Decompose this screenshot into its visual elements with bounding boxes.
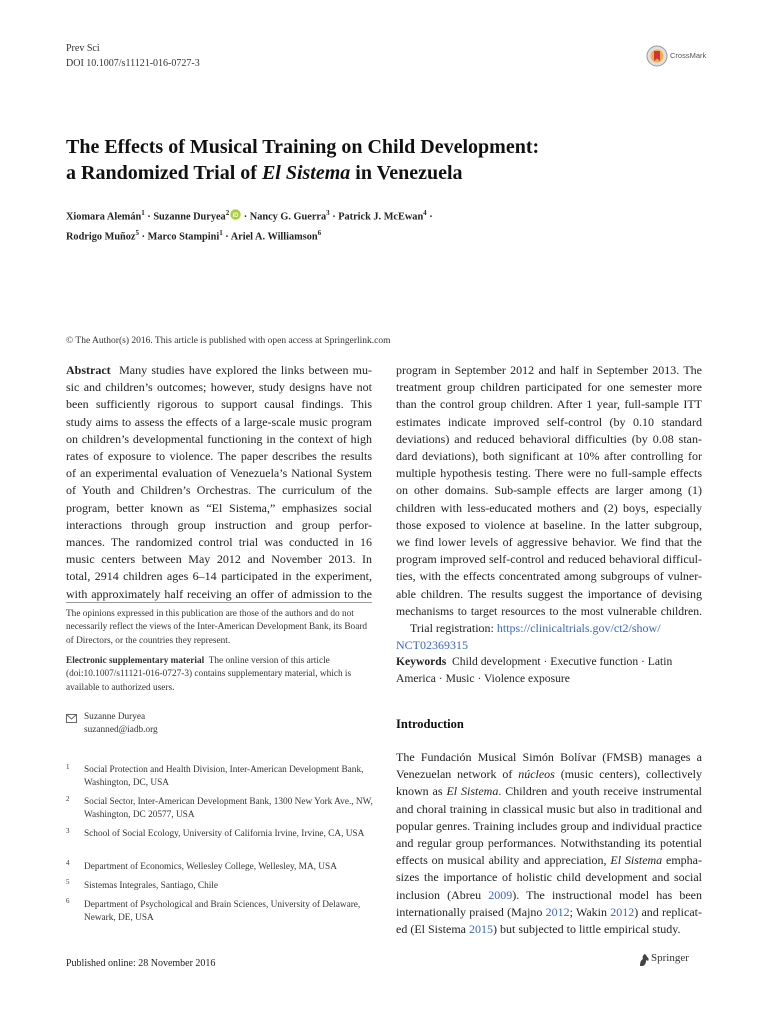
text-run: effects on musical ability and appreciation, bbox=[396, 853, 611, 868]
keywords-label: Keywords bbox=[396, 655, 447, 668]
author-name[interactable]: Marco Stampini bbox=[147, 231, 220, 243]
contact-name: Suzanne Duryea bbox=[84, 712, 146, 722]
introduction-line bbox=[396, 766, 702, 783]
introduction-line bbox=[396, 749, 702, 766]
introduction-line bbox=[396, 869, 702, 886]
abstract-line: sic and children’s outcomes; however, study designs have not bbox=[66, 380, 372, 395]
envelope-icon bbox=[66, 714, 77, 723]
abstract-right bbox=[396, 362, 702, 654]
author-name[interactable]: Patrick J. McEwan bbox=[338, 211, 424, 223]
affiliation-number: 6 bbox=[66, 897, 70, 905]
text-run: The Fundación Musical Simón Bolívar (FMSB) manages a bbox=[396, 750, 702, 764]
crossmark-icon bbox=[646, 45, 668, 67]
author-line-2: Rodrigo Muñoz$^5$ · Marco Stampini$^1$ · Ariel A. Williamson$^6$ bbox=[66, 229, 322, 243]
text-run: empha- bbox=[662, 853, 702, 868]
article-title bbox=[66, 134, 706, 186]
text-run: known as bbox=[396, 784, 447, 799]
italic-run: núcleos bbox=[518, 767, 555, 782]
affiliation: Department of Economics, Wellesley College, Wellesley, MA, USA bbox=[84, 862, 337, 872]
section-heading-introduction: Introduction bbox=[396, 717, 464, 731]
affiliation-number: 1 bbox=[66, 763, 70, 771]
contact-email[interactable]: suzanned@iadb.org bbox=[84, 725, 158, 735]
published-date: Published online: 28 November 2016 bbox=[66, 958, 216, 969]
introduction-line bbox=[396, 921, 702, 938]
text-run: . Children and youth receive instrumental bbox=[498, 784, 702, 799]
affiliation: Social Sector, Inter-American Development Bank, 1300 New York Ave., NW, Washington, DC 20577, USA bbox=[84, 797, 373, 821]
text-run: and choral training in classical music but also in traditional and bbox=[396, 801, 702, 816]
text-run: ) and replicat- bbox=[634, 904, 702, 919]
abstract-left bbox=[66, 362, 372, 603]
introduction-line bbox=[396, 887, 702, 904]
text-run: ). The instructional model has been bbox=[512, 887, 703, 902]
abstract-line: than the control group children. After 1 year, full-sample ITT bbox=[396, 397, 702, 412]
doi[interactable]: DOI 10.1007/s11121-016-0727-3 bbox=[66, 58, 200, 69]
abstract-line: able children. The results suggest the importance of devising bbox=[396, 586, 702, 601]
abstract-line: been sufficiently rigorous to support causal findings. This bbox=[66, 397, 372, 412]
text-run: ; Wakin bbox=[569, 904, 611, 919]
trial-registration-link-cont[interactable]: NCT02369315 bbox=[396, 638, 468, 653]
crossmark-label: CrossMark bbox=[670, 51, 707, 60]
author-name[interactable]: Xiomara Alemán bbox=[66, 211, 142, 223]
title-line-2: a Randomized Trial of El Sistema in Venezuela bbox=[66, 162, 463, 184]
abstract-line: of an experimental evaluation of Venezuela’s National System bbox=[66, 466, 372, 481]
citation-link[interactable]: 2009 bbox=[488, 887, 513, 902]
abstract-line: multiple hypothesis testing. There were no full-sample effects bbox=[396, 466, 702, 481]
text-run: (music centers), collectively bbox=[554, 767, 703, 782]
title-line-1: The Effects of Musical Training on Child Development: bbox=[66, 136, 540, 158]
abstract-line: we find lower levels of aggressive behavior. We find that the bbox=[396, 535, 702, 550]
author-line-1: Xiomara Alemán$^1$ · Suzanne Duryea$^2$ iD · Nancy G. Guerra$^3$ · Patrick J. McEwan$^4$ · bbox=[66, 209, 433, 223]
text-run: ed (El Sistema bbox=[396, 922, 469, 937]
author-list bbox=[66, 205, 666, 246]
abstract-line: mechanisms to target resources to the most vulnerable children. bbox=[396, 604, 702, 618]
abstract-line: total, 2914 children ages 6–14 participated in the experiment, bbox=[66, 569, 372, 584]
copyright-notice: © The Author(s) 2016. This article is published with open access at Springerlink.com bbox=[66, 336, 391, 346]
text-run: internationally praised (Majno bbox=[396, 904, 546, 919]
affiliation: Sistemas Integrales, Santiago, Chile bbox=[84, 881, 219, 891]
abstract-line: music centers between May 2012 and November 2013. In bbox=[66, 552, 372, 567]
introduction-line bbox=[396, 783, 702, 800]
springer-logo bbox=[638, 952, 708, 968]
crossmark-badge[interactable] bbox=[646, 44, 706, 68]
abstract-line: with approximately half receiving an offer of admission to the bbox=[66, 586, 372, 601]
footnote-divider bbox=[66, 602, 372, 603]
citation-link[interactable]: 2012 bbox=[610, 904, 635, 919]
abstract-line: children with less-educated mothers and (2) boys, especially bbox=[396, 500, 702, 515]
orcid-icon[interactable] bbox=[230, 209, 241, 220]
affiliation-number: 3 bbox=[66, 827, 70, 835]
abstract-line: on other domains. Sub-sample effects are larger among (1) bbox=[396, 483, 702, 498]
abstract-line: program improved self-control and reduced behavioral difficul- bbox=[396, 552, 702, 567]
introduction-line bbox=[396, 904, 702, 921]
introduction-text bbox=[396, 749, 702, 938]
affiliation-number: 4 bbox=[66, 859, 70, 867]
text-run: and regular group performances. Notwithstanding its potential bbox=[396, 836, 702, 851]
text-run: popular genres. Training includes group and individual practice bbox=[396, 818, 702, 833]
abstract-line: ties, with the effects concentrated among subgroups of vulner- bbox=[396, 569, 702, 584]
introduction-line bbox=[396, 801, 702, 818]
text-run: sizes the importance of holistic child development and social bbox=[396, 870, 702, 885]
abstract-line: of Youth and Children’s Orchestras. The curriculum of the bbox=[66, 483, 372, 498]
affiliation: Department of Psychological and Brain Sciences, University of Delaware, Newark, DE, USA bbox=[84, 900, 361, 924]
abstract-line: rates of exposure to violence. The paper describes the results bbox=[66, 449, 372, 464]
text-run: ) but subjected to little empirical study. bbox=[492, 922, 681, 937]
author-name[interactable]: Suzanne Duryea bbox=[153, 211, 226, 223]
abstract-line: treatment group children participated for one semester more bbox=[396, 380, 702, 395]
journal-name: Prev Sci bbox=[66, 43, 100, 54]
abstract-line: those exposed to violence at baseline. In the latter subgroup, bbox=[396, 517, 702, 532]
citation-link[interactable]: 2012 bbox=[545, 904, 570, 919]
text-run: inclusion (Abreu bbox=[396, 887, 489, 902]
affiliation-number: 2 bbox=[66, 795, 70, 803]
citation-link[interactable]: 2015 bbox=[468, 922, 493, 937]
abstract-line: interactions through group instruction and group perfor- bbox=[66, 517, 372, 532]
italic-run: El Sistema bbox=[446, 784, 499, 799]
introduction-line bbox=[396, 818, 702, 835]
abstract-line: program, better known as “El Sistema,” emphasizes social bbox=[66, 500, 372, 515]
abstract-line: estimates indicate improved self-control (by 0.10 standard bbox=[396, 414, 702, 429]
abstract-line: mances. The randomized control trial was conducted in 16 bbox=[66, 535, 372, 550]
springer-horse-icon bbox=[638, 953, 650, 967]
abstract-line: Abstract Many studies have explored the links between mu- bbox=[66, 363, 373, 377]
abstract-label: Abstract bbox=[66, 363, 111, 377]
disclaimer-note: The opinions expressed in this publication are those of the authors and do not necessarily reflect the views of the Inter-American Development Bank, its Board of Directors, or the countries they represent. bbox=[66, 609, 368, 646]
keywords: Keywords Child development · Executive function · Latin America · Music · Violence exposure bbox=[396, 655, 673, 686]
author-name[interactable]: Nancy G. Guerra bbox=[249, 211, 327, 223]
author-name[interactable]: Rodrigo Muñoz bbox=[66, 231, 136, 243]
trial-registration: Trial registration: https://clinicaltrials.gov/ct2/show/ bbox=[410, 621, 661, 636]
affiliation-number: 5 bbox=[66, 878, 70, 886]
publisher-name: Springer bbox=[651, 952, 689, 964]
author-name[interactable]: Ariel A. Williamson bbox=[230, 231, 318, 243]
introduction-line bbox=[396, 835, 702, 852]
abstract-line: on children’s developmental functioning in the context of high bbox=[66, 431, 372, 446]
abstract-line: study aims to assess the effects of a large-scale music program bbox=[66, 414, 372, 429]
abstract-line: deviations) and reduced behavioral difficulties (by 0.08 stan- bbox=[396, 431, 702, 446]
introduction-line bbox=[396, 852, 702, 869]
text-run: Venezuelan network of bbox=[396, 767, 519, 782]
abstract-line: dard deviations), both significant at 10% after controlling for bbox=[396, 449, 702, 464]
svg-text:iD: iD bbox=[232, 213, 239, 220]
trial-registration-link[interactable]: https://clinicaltrials.gov/ct2/show/ bbox=[496, 621, 661, 636]
italic-run: El Sistema bbox=[610, 853, 663, 868]
abstract-line: program in September 2012 and half in September 2013. The bbox=[396, 363, 702, 377]
esm-label: Electronic supplementary material bbox=[66, 656, 205, 666]
esm-note: Electronic supplementary material The online version of this article (doi:10.1007/s11121-016-0727-3) contains supplementary material, which is available to authorized users. bbox=[66, 656, 352, 693]
affiliation: School of Social Ecology, University of California Irvine, Irvine, CA, USA bbox=[84, 829, 365, 839]
affiliation: Social Protection and Health Division, Inter-American Development Bank, Washington, DC, USA bbox=[84, 765, 364, 789]
